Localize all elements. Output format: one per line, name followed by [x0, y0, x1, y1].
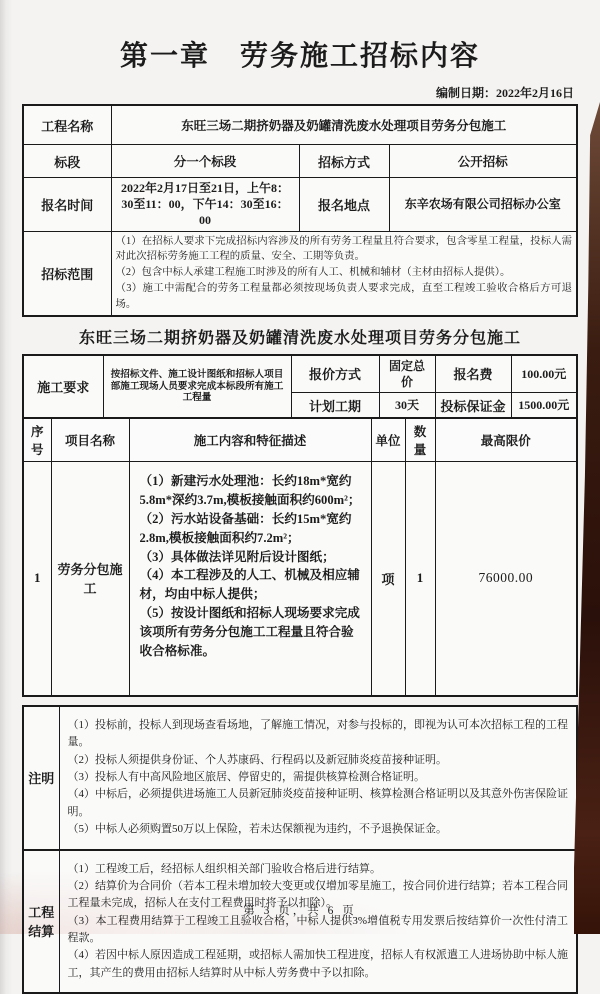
notes-label: 注明 — [23, 706, 59, 850]
scanned-tender-document — [0, 34, 600, 979]
items-table — [22, 417, 578, 697]
header-name: 项目名称 — [51, 418, 129, 462]
item-unit: 项 — [371, 462, 405, 696]
settlement-row — [23, 850, 577, 994]
notes-table — [22, 705, 578, 851]
info-table — [22, 104, 578, 317]
header-price: 最高限价 — [435, 418, 577, 462]
chapter-title: 第一章 劳务施工招标内容 — [119, 41, 480, 72]
item-desc-line: （4）本工程涉及的人工、机械及相应辅材，均由中标人提供； — [139, 568, 360, 602]
settlement-line: （3）本工程费用结算于工程竣工且验收合格，中标人提供3%增值税专用发票后按结算价一次性付清工程款。 — [67, 914, 568, 945]
quote-method-label: 报价方式 — [291, 355, 379, 393]
page-number: 第 3 页，共 6 页 — [243, 905, 357, 917]
header-no: 序号 — [23, 418, 51, 462]
scope-label: 招标范围 — [23, 231, 111, 316]
item-desc-line: （5）按设计图纸和招标人现场要求完成该项所有劳务分包施工工程量且符合验收合格标准。 — [139, 606, 360, 659]
signup-time-label: 报名时间 — [23, 178, 111, 232]
header-unit: 单位 — [371, 418, 405, 462]
compile-date: 编制日期：2022年2月16日 — [435, 86, 574, 100]
info-row-signup — [23, 178, 577, 232]
info-row-section — [23, 145, 577, 178]
project-name-value: 东旺三场二期挤奶器及奶罐清洗废水处理项目劳务分包施工 — [111, 105, 577, 145]
notes-line: （2）投标人须提供身份证、个人苏康码、行程码以及新冠肺炎疫苗接种证明。 — [67, 753, 447, 766]
project-subtitle: 东旺三场二期挤奶器及奶罐清洗废水处理项目劳务分包施工 — [78, 329, 521, 347]
header-desc: 施工内容和特征描述 — [129, 418, 371, 462]
project-name-label: 工程名称 — [23, 105, 111, 145]
settlement-line: （1）工程竣工后，经招标人组织相关部门验收合格后进行结算。 — [67, 862, 381, 875]
signup-place-value: 东辛农场有限公司招标办公室 — [389, 178, 577, 232]
signup-fee-label: 报名费 — [435, 355, 511, 393]
section-value: 分一个标段 — [111, 145, 299, 178]
quote-method-value: 固定总价 — [379, 355, 435, 393]
duration-value: 30天 — [379, 393, 435, 419]
item-desc-line: （1）新建污水处理池：长约18m*宽约5.8m*深约3.7m,模板接触面积约600m²； — [139, 474, 361, 507]
scope-line: （2）包含中标人承建工程施工时涉及的所有人工、机械和辅材（主材由招标人提供）。 — [115, 267, 511, 279]
item-max-price: 76000.00 — [435, 462, 577, 696]
bid-method-value: 公开招标 — [389, 145, 577, 178]
scope-text — [111, 231, 577, 316]
signup-fee-value: 100.00元 — [511, 355, 577, 393]
notes-line: （5）中标人必须购置50万以上保险，若未达保额视为违约，不予退换保证金。 — [67, 823, 447, 836]
settlement-text — [59, 850, 577, 994]
settlement-line: （2）结算价为合同价（若本工程未增加较大变更或仅增加零星施工，按合同价进行结算；若本工程合同工程量未完成，招标人在支付工程费用时将予以扣除）。 — [67, 879, 568, 910]
construction-req-value: 按招标文件、施工设计图纸和招标人项目部施工现场人员要求完成本标段所有施工工程量 — [103, 355, 291, 418]
deposit-value: 1500.00元 — [511, 393, 577, 419]
header-qty: 数量 — [405, 418, 435, 462]
item-name: 劳务分包施工 — [51, 462, 129, 696]
document-page — [0, 34, 600, 994]
item-description — [129, 462, 371, 696]
info-row-project — [23, 105, 577, 145]
notes-line: （4）中标后，必须提供进场施工人员新冠肺炎疫苗接种证明、核算检测合格证明以及其意外伤害保险证明。 — [67, 788, 568, 818]
requirements-row-1 — [23, 355, 577, 393]
info-row-scope — [23, 231, 577, 316]
notes-text — [59, 706, 577, 850]
item-qty: 1 — [405, 462, 435, 696]
item-row — [23, 462, 577, 696]
section-label: 标段 — [23, 145, 111, 178]
construction-req-label: 施工要求 — [23, 355, 103, 418]
item-no: 1 — [23, 462, 51, 696]
bid-method-label: 招标方式 — [299, 145, 389, 178]
scope-line: （3）施工中需配合的劳务工程量都必须按现场负责人要求完成，直至工程竣工验收合格后方可退场。 — [115, 283, 572, 310]
signup-time-value: 2022年2月17日至21日，上午8：30至11：00，下午14：30至16：00 — [111, 178, 299, 232]
item-desc-line: （3）具体做法详见附后设计图纸； — [139, 549, 335, 564]
items-header-row — [23, 418, 577, 462]
requirements-strip — [22, 354, 578, 419]
scope-line: （1）在招标人要求下完成招标内容涉及的所有劳务工程量且符合要求，包含零星工程量，投标人需对此次招标劳务施工工程的质量、安全、工期等负责。 — [115, 235, 572, 263]
notes-line: （1）投标前，投标人到现场查看场地，了解施工情况，对参与投标的，即视为认可本次招标工程的工程量。 — [67, 718, 568, 749]
settlement-label: 工程结算 — [23, 850, 59, 994]
notes-line: （3）投标人有中高风险地区旅居、停留史的，需提供核算检测合格证明。 — [67, 771, 425, 784]
deposit-label: 投标保证金 — [435, 393, 511, 419]
item-desc-line: （2）污水站设备基础：长约15m*宽约2.8m,模板接触面积约7.2m²； — [139, 511, 352, 545]
settlement-table — [22, 849, 578, 994]
duration-label: 计划工期 — [291, 393, 379, 419]
settlement-line: （4）若因中标人原因造成工程延期，或招标人需加快工程进度，招标人有权派遣工人进场协助中标人施工，其产生的费用由招标人结算时从中标人劳务费中予以扣除。 — [67, 949, 568, 979]
signup-place-label: 报名地点 — [299, 178, 389, 232]
notes-row — [23, 706, 577, 850]
